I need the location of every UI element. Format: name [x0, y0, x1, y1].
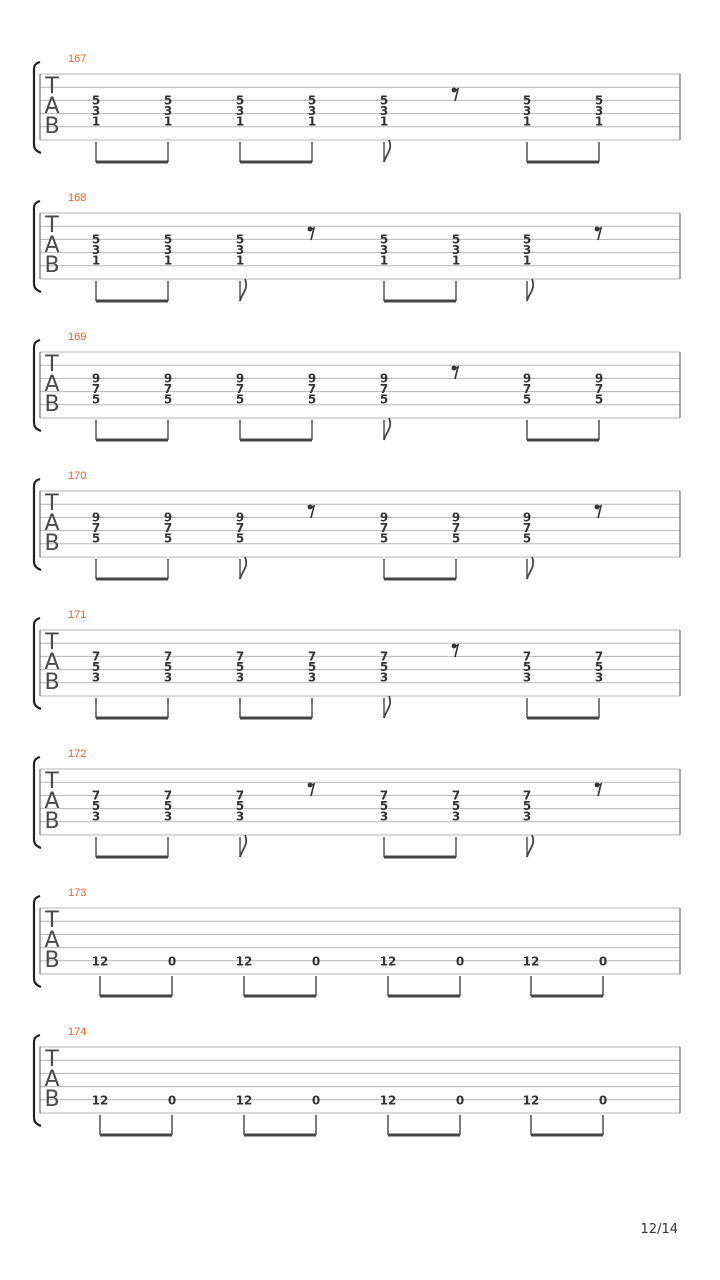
fret-number: 5 — [91, 531, 101, 546]
fret-number: 1 — [379, 253, 389, 268]
system-170 — [34, 470, 680, 581]
eighth-flag — [384, 418, 390, 440]
tab-clef-b: B — [44, 114, 60, 139]
fret-number: 7 — [522, 520, 532, 535]
fret-number: 3 — [379, 242, 389, 257]
fret-number: 1 — [235, 253, 245, 268]
fret-number: 3 — [594, 103, 604, 118]
fret-number: 3 — [91, 809, 101, 824]
fret-number: 7 — [163, 788, 173, 803]
fret-number: 7 — [91, 788, 101, 803]
fret-number: 3 — [307, 670, 317, 685]
fret-number: 5 — [451, 232, 461, 247]
measure-number: 172 — [68, 748, 87, 760]
fret-number: 3 — [91, 670, 101, 685]
fret-number: 9 — [522, 371, 532, 386]
tab-clef-a: A — [44, 233, 60, 258]
fret-number: 5 — [235, 232, 245, 247]
fret-number: 5 — [91, 232, 101, 247]
fret-number: 1 — [522, 253, 532, 268]
fret-number: 0 — [598, 1093, 608, 1108]
fret-number: 12 — [522, 954, 540, 969]
fret-number: 9 — [594, 371, 604, 386]
measure-number: 174 — [68, 1026, 87, 1038]
note-beam — [244, 1134, 316, 1137]
fret-number: 7 — [163, 381, 173, 396]
tab-clef-a: A — [44, 1067, 60, 1092]
fret-number: 5 — [594, 659, 604, 674]
fret-number: 3 — [307, 103, 317, 118]
fret-number: 5 — [594, 392, 604, 407]
fret-number: 5 — [235, 93, 245, 108]
note-beam — [384, 300, 456, 303]
tab-clef-t: T — [45, 491, 59, 516]
fret-number: 3 — [451, 809, 461, 824]
fret-number: 0 — [598, 954, 608, 969]
fret-number: 3 — [379, 103, 389, 118]
fret-number: 7 — [235, 649, 245, 664]
fret-number: 5 — [594, 93, 604, 108]
measure-number: 170 — [68, 470, 87, 482]
tab-clef-b: B — [44, 948, 60, 973]
fret-number: 3 — [522, 670, 532, 685]
eighth-rest-stroke — [596, 228, 601, 240]
fret-number: 5 — [522, 659, 532, 674]
fret-number: 5 — [307, 93, 317, 108]
fret-number: 7 — [522, 381, 532, 396]
fret-number: 3 — [235, 242, 245, 257]
fret-number: 5 — [91, 798, 101, 813]
note-beam — [531, 995, 603, 998]
fret-number: 9 — [379, 371, 389, 386]
system-172 — [34, 748, 680, 859]
note-beam — [384, 578, 456, 581]
fret-number: 5 — [163, 93, 173, 108]
fret-number: 9 — [307, 371, 317, 386]
fret-number: 3 — [163, 242, 173, 257]
system-174 — [34, 1026, 680, 1137]
fret-number: 0 — [311, 954, 321, 969]
fret-number: 3 — [163, 809, 173, 824]
fret-number: 5 — [307, 659, 317, 674]
fret-number: 5 — [235, 531, 245, 546]
fret-number: 5 — [379, 659, 389, 674]
tab-clef-a: A — [44, 928, 60, 953]
system-167 — [34, 53, 680, 164]
fret-number: 7 — [594, 381, 604, 396]
eighth-rest-stroke — [453, 89, 458, 101]
fret-number: 3 — [235, 670, 245, 685]
fret-number: 1 — [451, 253, 461, 268]
tab-clef-t: T — [45, 74, 59, 99]
fret-number: 3 — [451, 242, 461, 257]
fret-number: 5 — [379, 798, 389, 813]
measure-number: 167 — [68, 53, 87, 65]
note-beam — [240, 161, 312, 164]
fret-number: 3 — [235, 809, 245, 824]
fret-number: 1 — [91, 253, 101, 268]
eighth-rest-stroke — [309, 784, 314, 796]
fret-number: 3 — [91, 103, 101, 118]
fret-number: 5 — [379, 93, 389, 108]
fret-number: 5 — [522, 798, 532, 813]
tab-clef-t: T — [45, 769, 59, 794]
fret-number: 5 — [451, 531, 461, 546]
tab-clef-t: T — [45, 908, 59, 933]
fret-number: 5 — [235, 659, 245, 674]
fret-number: 3 — [379, 809, 389, 824]
note-beam — [527, 161, 599, 164]
tab-clef-b: B — [44, 392, 60, 417]
fret-number: 9 — [235, 371, 245, 386]
fret-number: 5 — [522, 531, 532, 546]
eighth-flag — [527, 557, 533, 579]
fret-number: 5 — [522, 232, 532, 247]
fret-number: 7 — [522, 788, 532, 803]
tab-clef-b: B — [44, 809, 60, 834]
fret-number: 12 — [91, 954, 109, 969]
fret-number: 3 — [522, 242, 532, 257]
note-beam — [100, 995, 172, 998]
eighth-flag — [240, 835, 246, 857]
fret-number: 7 — [235, 520, 245, 535]
fret-number: 9 — [522, 510, 532, 525]
fret-number: 5 — [379, 531, 389, 546]
note-beam — [96, 161, 168, 164]
fret-number: 5 — [379, 392, 389, 407]
measure-number: 173 — [68, 887, 87, 899]
eighth-rest-stroke — [596, 506, 601, 518]
fret-number: 9 — [91, 510, 101, 525]
fret-number: 5 — [379, 232, 389, 247]
fret-number: 1 — [91, 114, 101, 129]
note-beam — [96, 717, 168, 720]
tab-clef-a: A — [44, 94, 60, 119]
fret-number: 7 — [91, 381, 101, 396]
measure-number: 169 — [68, 331, 87, 343]
fret-number: 3 — [522, 809, 532, 824]
eighth-flag — [240, 557, 246, 579]
note-beam — [384, 856, 456, 859]
eighth-rest-stroke — [309, 228, 314, 240]
measure-number: 168 — [68, 192, 87, 204]
fret-number: 1 — [163, 114, 173, 129]
fret-number: 7 — [522, 649, 532, 664]
note-beam — [531, 1134, 603, 1137]
tab-clef-b: B — [44, 1087, 60, 1112]
fret-number: 7 — [379, 520, 389, 535]
eighth-flag — [527, 279, 533, 301]
fret-number: 7 — [91, 520, 101, 535]
fret-number: 12 — [91, 1093, 109, 1108]
note-beam — [100, 1134, 172, 1137]
fret-number: 0 — [455, 954, 465, 969]
system-168 — [34, 192, 680, 303]
fret-number: 7 — [307, 649, 317, 664]
eighth-flag — [384, 696, 390, 718]
note-beam — [96, 856, 168, 859]
fret-number: 3 — [379, 670, 389, 685]
fret-number: 1 — [522, 114, 532, 129]
note-beam — [240, 439, 312, 442]
note-beam — [96, 439, 168, 442]
note-beam — [96, 578, 168, 581]
eighth-rest-stroke — [309, 506, 314, 518]
fret-number: 1 — [594, 114, 604, 129]
fret-number: 5 — [163, 531, 173, 546]
fret-number: 1 — [307, 114, 317, 129]
eighth-flag — [240, 279, 246, 301]
eighth-rest-stroke — [453, 367, 458, 379]
fret-number: 12 — [522, 1093, 540, 1108]
fret-number: 3 — [522, 103, 532, 118]
fret-number: 3 — [594, 670, 604, 685]
eighth-rest-stroke — [453, 645, 458, 657]
fret-number: 12 — [379, 1093, 397, 1108]
fret-number: 9 — [451, 510, 461, 525]
fret-number: 1 — [235, 114, 245, 129]
tab-clef-a: A — [44, 511, 60, 536]
tab-clef-b: B — [44, 670, 60, 695]
fret-number: 9 — [163, 371, 173, 386]
fret-number: 5 — [163, 232, 173, 247]
fret-number: 7 — [379, 381, 389, 396]
eighth-flag — [527, 835, 533, 857]
fret-number: 9 — [163, 510, 173, 525]
fret-number: 0 — [167, 1093, 177, 1108]
tab-clef-a: A — [44, 372, 60, 397]
eighth-rest-stroke — [596, 784, 601, 796]
fret-number: 9 — [235, 510, 245, 525]
fret-number: 0 — [455, 1093, 465, 1108]
system-171 — [34, 609, 680, 720]
fret-number: 3 — [235, 103, 245, 118]
fret-number: 12 — [379, 954, 397, 969]
fret-number: 5 — [91, 659, 101, 674]
measure-number: 171 — [68, 609, 87, 621]
fret-number: 7 — [91, 649, 101, 664]
page-number: 12/14 — [640, 1222, 678, 1237]
fret-number: 5 — [91, 392, 101, 407]
fret-number: 5 — [522, 392, 532, 407]
fret-number: 3 — [91, 242, 101, 257]
tab-clef-t: T — [45, 213, 59, 238]
fret-number: 7 — [163, 520, 173, 535]
fret-number: 3 — [163, 670, 173, 685]
fret-number: 5 — [163, 798, 173, 813]
fret-number: 5 — [522, 93, 532, 108]
fret-number: 3 — [163, 103, 173, 118]
tab-clef-b: B — [44, 253, 60, 278]
tab-clef-a: A — [44, 650, 60, 675]
fret-number: 7 — [307, 381, 317, 396]
fret-number: 0 — [311, 1093, 321, 1108]
note-beam — [244, 995, 316, 998]
fret-number: 7 — [451, 788, 461, 803]
note-beam — [240, 717, 312, 720]
fret-number: 7 — [379, 649, 389, 664]
note-beam — [527, 439, 599, 442]
fret-number: 5 — [307, 392, 317, 407]
eighth-flag — [384, 140, 390, 162]
tab-clef-t: T — [45, 630, 59, 655]
fret-number: 5 — [451, 798, 461, 813]
fret-number: 5 — [163, 659, 173, 674]
note-beam — [527, 717, 599, 720]
tab-clef-b: B — [44, 531, 60, 556]
fret-number: 5 — [91, 93, 101, 108]
fret-number: 7 — [379, 788, 389, 803]
fret-number: 7 — [235, 788, 245, 803]
note-beam — [96, 300, 168, 303]
fret-number: 7 — [235, 381, 245, 396]
fret-number: 1 — [379, 114, 389, 129]
fret-number: 7 — [594, 649, 604, 664]
fret-number: 0 — [167, 954, 177, 969]
note-beam — [388, 995, 460, 998]
fret-number: 1 — [163, 253, 173, 268]
system-169 — [34, 331, 680, 442]
fret-number: 9 — [91, 371, 101, 386]
fret-number: 9 — [379, 510, 389, 525]
tab-clef-t: T — [45, 352, 59, 377]
system-173 — [34, 887, 680, 998]
fret-number: 12 — [235, 1093, 253, 1108]
fret-number: 5 — [235, 392, 245, 407]
fret-number: 7 — [163, 649, 173, 664]
tab-clef-t: T — [45, 1047, 59, 1072]
fret-number: 7 — [451, 520, 461, 535]
fret-number: 12 — [235, 954, 253, 969]
fret-number: 5 — [163, 392, 173, 407]
fret-number: 5 — [235, 798, 245, 813]
tab-clef-a: A — [44, 789, 60, 814]
note-beam — [388, 1134, 460, 1137]
